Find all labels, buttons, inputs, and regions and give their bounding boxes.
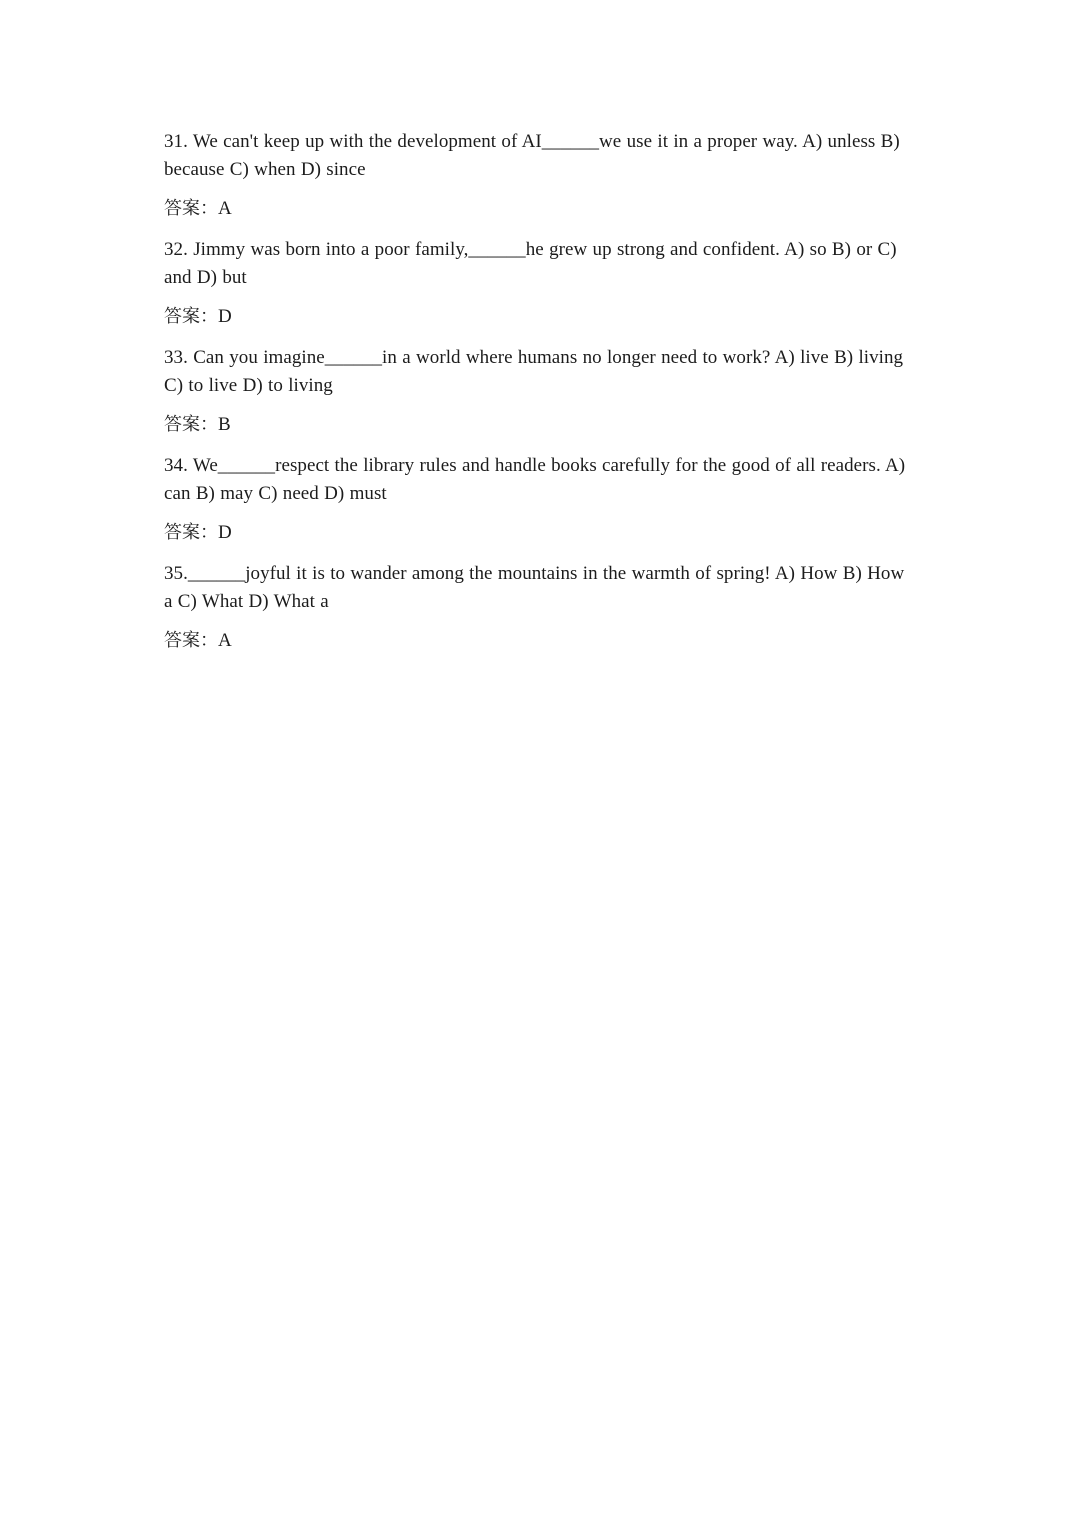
answer-line	[164, 627, 912, 654]
question-text: 31. We can't keep up with the development of AI______we use it in a proper way. A) unless B) because C) when D) since	[164, 131, 900, 180]
answer-label: 答案：	[164, 198, 218, 219]
answer-value: D	[218, 306, 232, 327]
question-item-34	[164, 452, 912, 546]
answer-label: 答案：	[164, 522, 218, 543]
answer-label: 答案：	[164, 630, 218, 651]
answer-line	[164, 411, 912, 438]
answer-label: 答案：	[164, 306, 218, 327]
question-list	[164, 128, 912, 668]
question-text: 33. Can you imagine______in a world where humans no longer need to work? A) live B) living C) to live D) to living	[164, 347, 904, 396]
question-item-32	[164, 236, 912, 330]
answer-line	[164, 303, 912, 330]
question-text: 35.______joyful it is to wander among the mountains in the warmth of spring! A) How B) How a C) What D) What a	[164, 563, 905, 612]
question-text: 32. Jimmy was born into a poor family,______he grew up strong and confident. A) so B) or C) and D) but	[164, 239, 897, 288]
answer-value: D	[218, 522, 232, 543]
answer-line	[164, 195, 912, 222]
answer-label: 答案：	[164, 414, 218, 435]
answer-value: A	[218, 630, 232, 651]
answer-line	[164, 519, 912, 546]
question-item-31	[164, 128, 912, 222]
answer-value: B	[218, 414, 231, 435]
question-text: 34. We______respect the library rules and handle books carefully for the good of all readers. A) can B) may C) need D) must	[164, 455, 906, 504]
answer-value: A	[218, 198, 232, 219]
question-item-35	[164, 560, 912, 654]
question-item-33	[164, 344, 912, 438]
